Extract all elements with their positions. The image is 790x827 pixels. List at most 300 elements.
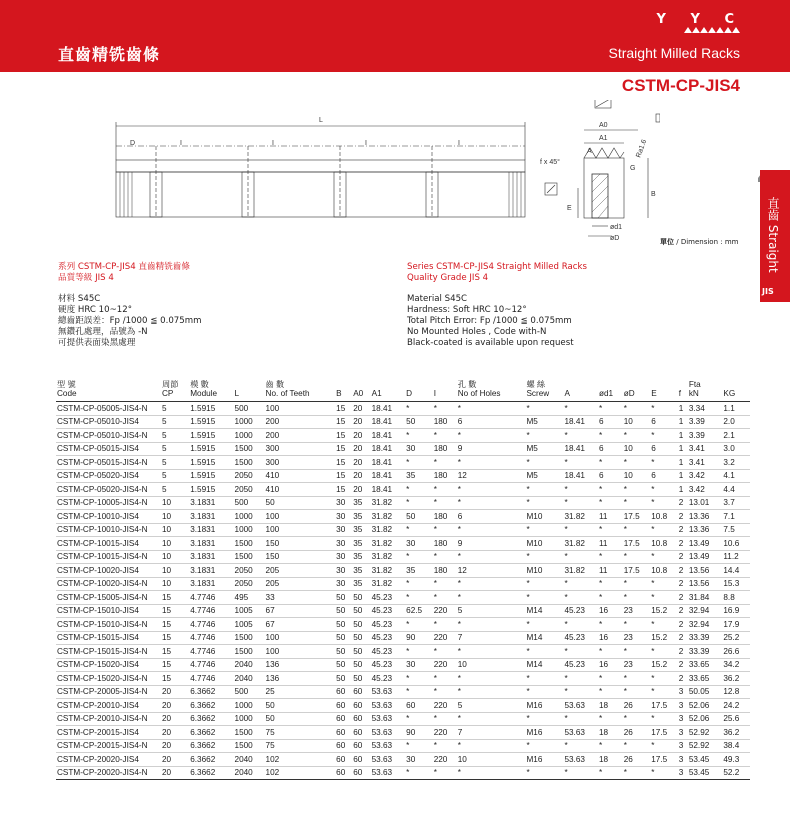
brand-logo [637, 12, 734, 27]
table-cell: 2 [678, 577, 688, 591]
table-cell: 13.36 [688, 523, 723, 537]
table-cell: 6 [598, 469, 623, 483]
table-cell: CSTM-CP-20010-JIS4-N [56, 712, 161, 726]
table-cell: 53.63 [371, 766, 406, 780]
table-cell: * [405, 618, 433, 632]
table-cell: 1000 [234, 415, 265, 429]
table-cell: * [405, 496, 433, 510]
table-cell: 52.06 [688, 699, 723, 713]
table-cell: 45.23 [371, 618, 406, 632]
table-cell: * [405, 402, 433, 416]
roughness-label: Ra1.6 [635, 138, 649, 159]
table-cell: 75 [265, 739, 336, 753]
table-cell: * [650, 483, 678, 497]
table-cell: 2 [678, 523, 688, 537]
table-cell: 3.39 [688, 415, 723, 429]
table-cell: * [563, 577, 598, 591]
table-cell: 6.3662 [189, 766, 233, 780]
column-header [352, 380, 370, 402]
table-cell: CSTM-CP-20020-JIS4-N [56, 766, 161, 780]
table-cell: 300 [265, 442, 336, 456]
table-cell: 6.3662 [189, 699, 233, 713]
table-cell: 10.8 [650, 537, 678, 551]
table-cell: * [563, 483, 598, 497]
table-cell: 90 [405, 631, 433, 645]
table-cell: 4.7746 [189, 618, 233, 632]
table-cell: 2040 [234, 753, 265, 767]
table-cell: 6.3662 [189, 726, 233, 740]
table-cell: 50 [352, 618, 370, 632]
table-cell: 1 [678, 402, 688, 416]
table-cell: 60 [352, 699, 370, 713]
table-cell: M14 [525, 604, 563, 618]
table-cell: 31.82 [371, 577, 406, 591]
table-cell: 18.41 [371, 402, 406, 416]
series-label-en: Series CSTM-CP-JIS4 Straight Milled Racks [407, 262, 587, 272]
table-cell: 31.82 [371, 523, 406, 537]
table-cell: 3.7 [722, 496, 750, 510]
table-cell: 1500 [234, 442, 265, 456]
column-header [189, 380, 233, 402]
table-cell: CSTM-CP-10020-JIS4 [56, 564, 161, 578]
dim-I: I [180, 140, 182, 147]
table-cell: * [433, 577, 457, 591]
table-cell: M16 [525, 726, 563, 740]
table-cell: 50.05 [688, 685, 723, 699]
table-cell: 300 [265, 456, 336, 470]
table-row [56, 645, 750, 659]
column-header [161, 380, 189, 402]
table-cell: * [623, 456, 651, 470]
table-cell: 60 [352, 739, 370, 753]
table-cell: * [598, 483, 623, 497]
table-cell: 500 [234, 685, 265, 699]
table-cell: 53.63 [563, 726, 598, 740]
table-cell: 33.39 [688, 645, 723, 659]
table-cell: 17.5 [623, 510, 651, 524]
brand-letter: Y [690, 12, 700, 27]
table-cell: 20 [352, 402, 370, 416]
column-header-en: Module [190, 389, 218, 398]
table-cell: CSTM-CP-15010-JIS4 [56, 604, 161, 618]
table-cell: 100 [265, 402, 336, 416]
column-header [457, 380, 526, 402]
table-cell: 24.2 [722, 699, 750, 713]
table-cell: * [433, 685, 457, 699]
column-header-en: I [433, 389, 436, 398]
table-cell: 2050 [234, 564, 265, 578]
table-cell: 4.4 [722, 483, 750, 497]
table-cell: CSTM-CP-10020-JIS4-N [56, 577, 161, 591]
table-cell: 50 [352, 591, 370, 605]
table-cell: CSTM-CP-10015-JIS4 [56, 537, 161, 551]
table-cell: 10.8 [650, 510, 678, 524]
table-cell: * [623, 577, 651, 591]
table-cell: 53.63 [371, 726, 406, 740]
table-cell: * [457, 591, 526, 605]
table-cell: 20 [161, 726, 189, 740]
table-cell: 33.65 [688, 672, 723, 686]
table-cell: * [623, 712, 651, 726]
table-cell: * [525, 402, 563, 416]
table-cell: CSTM-CP-05015-JIS4-N [56, 456, 161, 470]
table-cell: M5 [525, 442, 563, 456]
dim-L: L [319, 117, 323, 124]
column-header-en: Screw [526, 389, 550, 398]
table-cell: 100 [265, 631, 336, 645]
table-cell: * [457, 523, 526, 537]
table-cell: 15 [335, 483, 352, 497]
column-header [56, 380, 161, 402]
table-cell: * [525, 550, 563, 564]
table-cell: * [405, 456, 433, 470]
table-cell: CSTM-CP-20020-JIS4 [56, 753, 161, 767]
table-cell: CSTM-CP-05015-JIS4 [56, 442, 161, 456]
table-cell: * [650, 672, 678, 686]
table-cell: 9 [457, 537, 526, 551]
table-cell: 18 [598, 753, 623, 767]
table-cell: 20 [352, 483, 370, 497]
table-cell: 500 [234, 496, 265, 510]
table-cell: 2 [678, 496, 688, 510]
table-cell: CSTM-CP-15005-JIS4-N [56, 591, 161, 605]
dim-I: I [272, 140, 274, 147]
table-cell: 3.42 [688, 469, 723, 483]
table-cell: 23 [623, 631, 651, 645]
brand-letter: C [724, 12, 734, 27]
spec-line: No Mounted Holes , Code with-N [407, 327, 547, 337]
table-cell: 35 [352, 510, 370, 524]
table-cell: * [525, 645, 563, 659]
column-header-en: CP [162, 389, 174, 398]
table-cell: 20 [352, 442, 370, 456]
table-cell: 60 [405, 699, 433, 713]
spec-line: Total Pitch Error: Fp /1000 ≦ 0.075mm [407, 316, 572, 326]
table-cell: 3 [678, 739, 688, 753]
table-cell: 11 [598, 510, 623, 524]
table-cell: 23 [623, 658, 651, 672]
table-cell: 1 [678, 469, 688, 483]
table-cell: 16 [598, 658, 623, 672]
table-cell: 32.94 [688, 618, 723, 632]
table-cell: 180 [433, 415, 457, 429]
side-category-tab [760, 170, 790, 302]
table-cell: 10 [457, 658, 526, 672]
table-cell: 50 [352, 658, 370, 672]
table-cell: 2 [678, 672, 688, 686]
table-cell: * [433, 523, 457, 537]
table-cell: * [598, 712, 623, 726]
table-cell: M16 [525, 699, 563, 713]
table-cell: 38.4 [722, 739, 750, 753]
table-cell: 50 [352, 645, 370, 659]
table-cell: * [598, 618, 623, 632]
table-cell: 31.82 [371, 537, 406, 551]
table-cell: 5 [457, 604, 526, 618]
model-code: CSTM-CP-JIS4 [621, 76, 740, 95]
table-cell: * [598, 766, 623, 780]
table-cell: * [525, 523, 563, 537]
table-cell: 2 [678, 537, 688, 551]
column-header-cn: 齒 數 [265, 380, 285, 389]
table-cell: 20 [352, 415, 370, 429]
table-cell: 6 [650, 469, 678, 483]
table-cell: CSTM-CP-20015-JIS4-N [56, 739, 161, 753]
table-cell: * [563, 645, 598, 659]
table-cell: 3.1831 [189, 537, 233, 551]
table-row [56, 442, 750, 456]
table-cell: 220 [433, 726, 457, 740]
table-cell: * [525, 496, 563, 510]
table-row [56, 550, 750, 564]
technical-drawing [100, 100, 660, 250]
table-cell: 50 [265, 712, 336, 726]
table-cell: * [563, 618, 598, 632]
table-cell: 180 [433, 442, 457, 456]
table-cell: * [525, 429, 563, 443]
table-cell: 1000 [234, 699, 265, 713]
grade-label-cn: 品質等級 JIS 4 [58, 273, 114, 283]
table-cell: 205 [265, 564, 336, 578]
table-cell: * [457, 550, 526, 564]
table-cell: 3.1831 [189, 564, 233, 578]
dim-d1: ød1 [610, 224, 623, 231]
column-header [265, 380, 336, 402]
unit-label-cn: 單位 [660, 238, 674, 246]
table-row [56, 712, 750, 726]
table-cell: * [563, 402, 598, 416]
table-cell: M5 [525, 415, 563, 429]
table-cell: 62.5 [405, 604, 433, 618]
table-cell: 10 [623, 469, 651, 483]
table-cell: 2 [678, 618, 688, 632]
table-cell: CSTM-CP-10005-JIS4-N [56, 496, 161, 510]
table-cell: 53.45 [688, 766, 723, 780]
table-cell: 10 [623, 442, 651, 456]
table-cell: 1000 [234, 510, 265, 524]
table-cell: 2050 [234, 469, 265, 483]
dim-A0: A0 [599, 122, 608, 129]
table-cell: * [650, 496, 678, 510]
table-cell: 495 [234, 591, 265, 605]
table-cell: 2 [678, 550, 688, 564]
table-cell: 17.5 [650, 753, 678, 767]
table-cell: 33 [265, 591, 336, 605]
table-cell: 45.23 [563, 631, 598, 645]
table-cell: 20 [161, 739, 189, 753]
table-cell: 1500 [234, 537, 265, 551]
table-cell: 50 [265, 699, 336, 713]
table-cell: 2 [678, 645, 688, 659]
column-header [335, 380, 352, 402]
table-cell: M5 [525, 469, 563, 483]
table-cell: 15 [161, 631, 189, 645]
table-cell: 60 [335, 699, 352, 713]
table-cell: 4.7746 [189, 658, 233, 672]
table-cell: CSTM-CP-20010-JIS4 [56, 699, 161, 713]
table-cell: 25.6 [722, 712, 750, 726]
table-cell: * [525, 685, 563, 699]
table-cell: 3 [678, 699, 688, 713]
spec-line: 無鑽孔處理，品號為 -N [58, 327, 148, 337]
table-cell: 8.8 [722, 591, 750, 605]
table-cell: 12.8 [722, 685, 750, 699]
table-cell: 180 [433, 469, 457, 483]
unit-label-en: / Dimension : mm [676, 238, 739, 246]
table-cell: 13.49 [688, 537, 723, 551]
column-header [234, 380, 265, 402]
table-cell: 2.0 [722, 415, 750, 429]
table-cell: 30 [335, 550, 352, 564]
table-row [56, 631, 750, 645]
table-cell: 53.63 [371, 712, 406, 726]
table-cell: 60 [352, 726, 370, 740]
brand-teeth-icon [684, 27, 740, 33]
spec-table [56, 380, 750, 780]
column-header [433, 380, 457, 402]
table-cell: 31.82 [563, 564, 598, 578]
table-cell: * [433, 712, 457, 726]
table-cell: 7 [457, 631, 526, 645]
specs-en [407, 262, 587, 349]
table-cell: 4.7746 [189, 631, 233, 645]
table-cell: * [405, 523, 433, 537]
table-cell: 10 [161, 550, 189, 564]
table-cell: * [563, 550, 598, 564]
table-cell: * [433, 591, 457, 605]
table-row [56, 537, 750, 551]
table-cell: * [405, 591, 433, 605]
table-cell: * [650, 456, 678, 470]
table-cell: 1.5915 [189, 483, 233, 497]
table-cell: 35 [405, 564, 433, 578]
table-cell: 2 [678, 564, 688, 578]
table-cell: * [598, 429, 623, 443]
column-header [688, 380, 723, 402]
table-cell: * [405, 739, 433, 753]
table-cell: 1500 [234, 726, 265, 740]
table-cell: 1.1 [722, 402, 750, 416]
table-cell: * [525, 739, 563, 753]
table-cell: * [650, 685, 678, 699]
table-cell: 50 [335, 658, 352, 672]
table-cell: * [623, 685, 651, 699]
side-tab-grade: JIS [762, 287, 774, 296]
spec-line: 硬度 HRC 10~12° [58, 305, 133, 315]
table-cell: * [650, 739, 678, 753]
table-cell: 31.82 [563, 510, 598, 524]
table-cell: * [563, 672, 598, 686]
table-row [56, 577, 750, 591]
table-cell: 60 [335, 712, 352, 726]
page-title-cn: 直齒精铣齒條 [58, 45, 161, 64]
table-cell: 16 [598, 631, 623, 645]
table-cell: * [457, 672, 526, 686]
table-cell: 5 [457, 699, 526, 713]
table-cell: 15 [335, 429, 352, 443]
table-cell: 15 [161, 672, 189, 686]
dim-I: I [458, 140, 460, 147]
dim-D: D [130, 140, 136, 147]
table-cell: 17.5 [623, 537, 651, 551]
table-cell: 67 [265, 604, 336, 618]
table-cell: 2040 [234, 766, 265, 780]
table-cell: 18.41 [371, 442, 406, 456]
table-cell: 15.3 [722, 577, 750, 591]
table-cell: 13.49 [688, 550, 723, 564]
table-cell: 2 [678, 658, 688, 672]
table-cell: 50 [335, 645, 352, 659]
table-cell: * [433, 456, 457, 470]
table-cell: 136 [265, 658, 336, 672]
column-header-en: E [651, 389, 657, 398]
table-cell: M10 [525, 537, 563, 551]
table-cell: 10 [161, 537, 189, 551]
dim-chamfer: f x 45° [540, 159, 560, 166]
table-cell: 220 [433, 631, 457, 645]
table-row [56, 699, 750, 713]
table-cell: * [525, 712, 563, 726]
table-cell: * [598, 523, 623, 537]
table-cell: 18.41 [563, 442, 598, 456]
column-header [563, 380, 598, 402]
table-cell: * [405, 712, 433, 726]
table-cell: 1500 [234, 645, 265, 659]
table-row [56, 753, 750, 767]
table-cell: * [598, 672, 623, 686]
table-cell: 53.63 [371, 685, 406, 699]
table-cell: M10 [525, 510, 563, 524]
table-cell: 1 [678, 456, 688, 470]
table-cell: 14.4 [722, 564, 750, 578]
table-row [56, 739, 750, 753]
table-cell: 102 [265, 753, 336, 767]
table-cell: 5 [161, 469, 189, 483]
table-cell: 30 [405, 442, 433, 456]
table-cell: 53.63 [371, 699, 406, 713]
table-cell: 34.2 [722, 658, 750, 672]
table-cell: M16 [525, 753, 563, 767]
table-cell: * [563, 523, 598, 537]
table-cell: 11 [598, 564, 623, 578]
table-cell: 20 [352, 456, 370, 470]
table-cell: 18.41 [371, 469, 406, 483]
table-cell: 2 [678, 604, 688, 618]
table-cell: 136 [265, 672, 336, 686]
grade-label-en: Quality Grade JIS 4 [407, 273, 489, 283]
table-cell: 30 [335, 510, 352, 524]
column-header [525, 380, 563, 402]
table-cell: 15 [335, 415, 352, 429]
table-cell: 3 [678, 753, 688, 767]
table-cell: 6.3662 [189, 685, 233, 699]
table-cell: 20 [161, 753, 189, 767]
column-header-en: L [234, 389, 240, 398]
table-cell: 75 [265, 726, 336, 740]
table-cell: * [623, 550, 651, 564]
table-cell: 20 [161, 712, 189, 726]
table-cell: 10 [161, 510, 189, 524]
table-cell: 3.1831 [189, 523, 233, 537]
table-cell: 18.41 [371, 415, 406, 429]
table-cell: 3.41 [688, 456, 723, 470]
table-row [56, 523, 750, 537]
table-cell: * [525, 456, 563, 470]
table-cell: * [433, 766, 457, 780]
table-cell: * [457, 618, 526, 632]
table-cell: 3.1831 [189, 510, 233, 524]
table-cell: 18.41 [563, 415, 598, 429]
